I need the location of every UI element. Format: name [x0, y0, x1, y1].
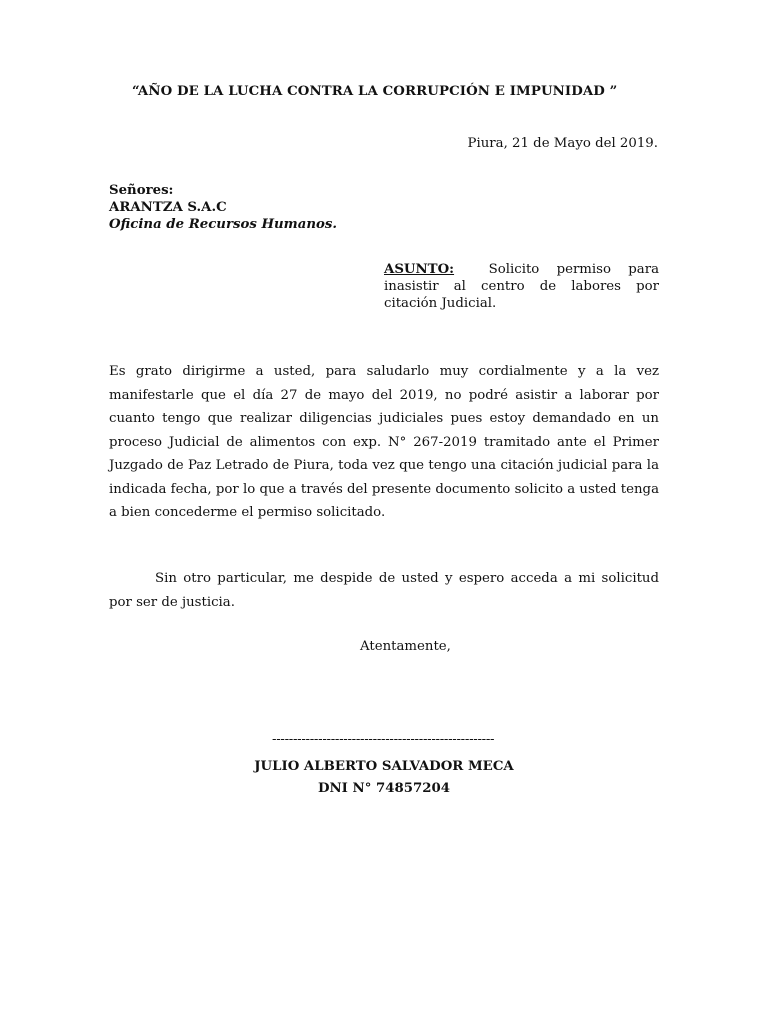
subject-text: Solicito permiso para inasistir al centro de labores por citación Judicial. — [384, 262, 659, 311]
recipient-company: ARANTZA S.A.C — [109, 200, 227, 215]
year-motto-heading: “AÑO DE LA LUCHA CONTRA LA CORRUPCIÓN E IMPUNIDAD ” — [132, 84, 618, 99]
signature-line: ----------------------------------------------------- — [272, 732, 495, 747]
signer-id: DNI N° 74857204 — [318, 781, 450, 796]
recipient-block — [109, 182, 337, 233]
signoff-salutation: Atentamente, — [360, 639, 451, 654]
closing-text: Sin otro particular, me despide de usted y espero acceda a mi solicitud por ser de justicia. — [109, 571, 659, 610]
signer-name: JULIO ALBERTO SALVADOR MECA — [254, 759, 514, 774]
body-paragraph: Es grato dirigirme a usted, para saludarlo muy cordialmente y a la vez manifestarle que el día 27 de mayo del 2019, no podré asistir a laborar por cuanto tengo que realizar diligencias judiciales pues estoy demandado en un proceso Judicial de alimentos con exp. N° 267-2019 tramitado ante el Primer Juzgado de Paz Letrado de Piura, toda vez que tengo una citación judicial para la indicada fecha, por lo que a través del presente documento solicito a usted tenga a bien concederme el permiso solicitado. — [109, 364, 659, 520]
subject-block — [384, 261, 659, 312]
place-date: Piura, 21 de Mayo del 2019. — [467, 136, 658, 151]
closing-paragraph — [109, 567, 659, 614]
recipient-salutation: Señores: — [109, 183, 174, 198]
recipient-department: Oficina de Recursos Humanos. — [109, 217, 338, 232]
subject-label: ASUNTO: — [384, 262, 455, 277]
